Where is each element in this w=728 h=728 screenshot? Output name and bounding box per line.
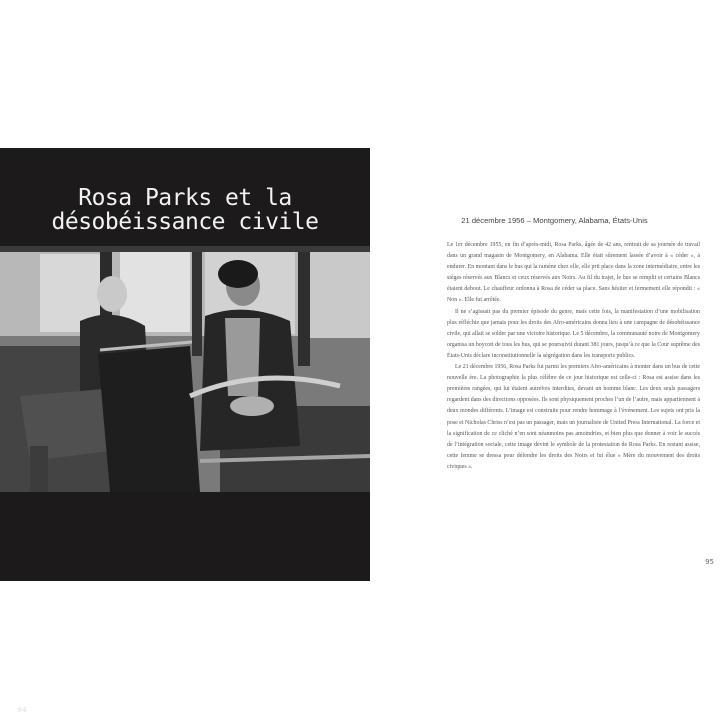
paragraph-3: Le 21 décembre 1956, Rosa Parks fut parmi les premiers Afro-américains à monter dans un bus de cette nouvelle ère. La photographie la plus célèbre de ce jour historique est celle-ci : Rosa est assise dans les premières rangées, qui lui étaient autrefois interdites, devant un homme blanc. Les deux seuls passagers regardent dans des directions opposées. Ils sont physiquement proches l’un de l’autre, mais appartiennent à deux mondes différents. L’image est construite pour rendre hommage à l’événement. Les sujets ont pris la pose et Nicholas Chriss n’est pas un passager, mais un journaliste de United Press International. La force et la signification de ce cliché n’en sont néanmoins pas amoindries, et bien plus que donner à voir le succès de l’intégration sociale, cette image devint le symbole de la protestation de Rosa Parks. En restant assise, cette femme se dressa pour défendre les droits des Noirs et fut élue « Mère du mouvement des droits civiques ». [447, 364, 700, 470]
photo-caption: 21 décembre 1956 – Montgomery, Alabama, États-Unis [461, 216, 648, 225]
paragraph-2: Il ne s’agissait pas du premier épisode du genre, mais cette fois, la manifestation d’une mobilisation plus réfléchie que jamais pour les droits des Afro-américains donna lieu à une campagne de désobéissance civile, qui allait se solder par une victoire historique. Le 5 décembre, la communauté noire de Montgomery organisa un boycott de tous les bus, qui se poursuivit durant 381 jours, jusqu’à ce que la Cour suprême des États-Unis déclare inconstitutionnelle la ségrégation dans les transports publics. [447, 308, 700, 359]
paragraph-1: Le 1er décembre 1955, en fin d’après-midi, Rosa Parks, âgée de 42 ans, rentrait de sa journée de travail dans un grand magasin de Montgomery, en Alabama. Elle était sûrement lassée d’avoir à « céder », à endurer. En montant dans le bus qui la ramène chez elle, elle prit place dans la zone intermédiaire, entre les sièges réservés aux Blancs et ceux réservés aux Noirs. Au fil du trajet, le bus se remplit et certains Blancs étaient debout. Le chauffeur ordonna à Rosa de céder sa place. Sans hésiter et fermement elle répondit : « Non ». Elle fut arrêtée. [447, 242, 700, 304]
historic-bus-photo [0, 246, 370, 492]
left-page [0, 148, 370, 714]
article-body [447, 240, 700, 473]
chapter-title-line-1: Rosa Parks et la [78, 185, 292, 211]
chapter-title-line-2: désobéissance civile [51, 209, 319, 235]
page-number-left: 94 [17, 706, 27, 714]
page-number-right: 95 [705, 558, 714, 566]
